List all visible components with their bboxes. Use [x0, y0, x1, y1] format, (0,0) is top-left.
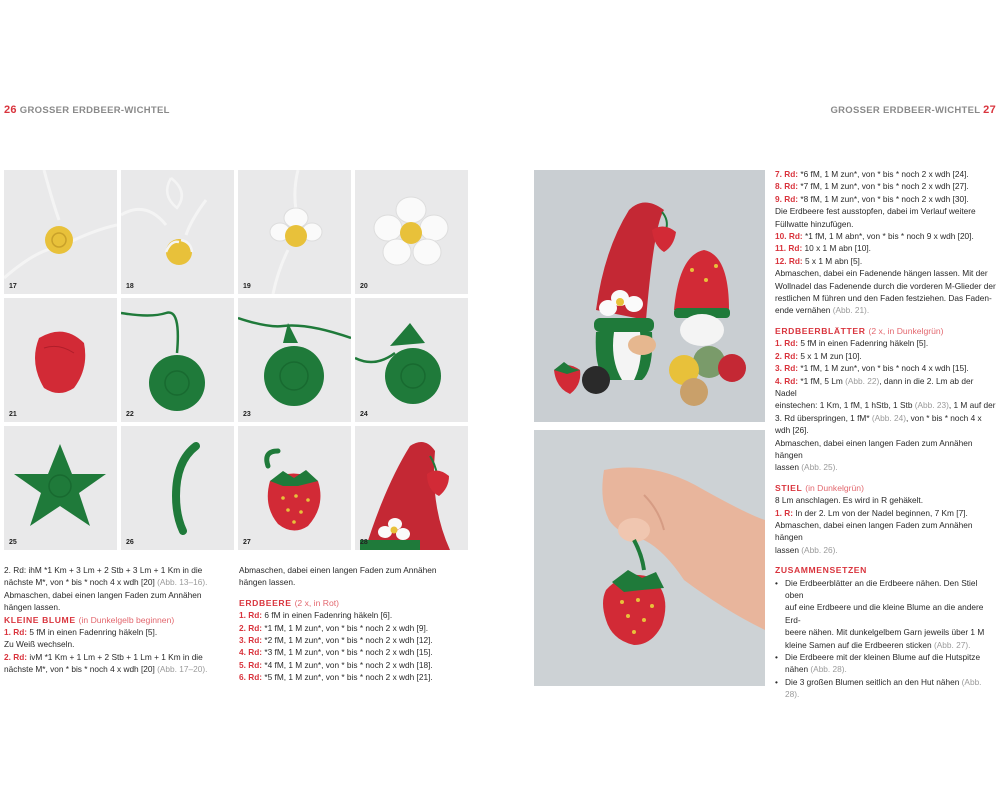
instruction-line: hängen lassen.	[4, 602, 61, 613]
text-column-2	[239, 564, 469, 684]
instruction-line: hängen lassen.	[239, 577, 296, 588]
green-stem-icon	[121, 426, 234, 550]
step-label: 18	[126, 283, 134, 290]
finished-strawberry-icon	[238, 426, 351, 550]
step-photo-24	[355, 298, 468, 422]
hand-holding-strawberry-icon	[534, 430, 765, 686]
step-label: 27	[243, 539, 251, 546]
round-row: 11. Rd: 10 x 1 M abn [10].	[775, 243, 871, 254]
instruction-line: Wollnadel das Fadenende durch die vorderen M-Glieder der	[775, 280, 996, 291]
green-leaf-icon	[355, 298, 468, 422]
round-row: 4. Rd: *3 fM, 1 M zun*, von * bis * noch 2 x wdh [15].	[239, 647, 433, 658]
green-circle-icon	[121, 298, 234, 422]
green-star-icon	[4, 426, 117, 550]
instruction-line: 2. Rd: ihM *1 Km + 3 Lm + 2 Stb + 3 Lm + 1 Km in die	[4, 565, 203, 575]
round-row: 3. Rd: *2 fM, 1 M zun*, von * bis * noch 2 x wdh [12].	[239, 635, 433, 646]
step-label: 24	[360, 411, 368, 418]
hand-strawberry-photo	[534, 430, 765, 686]
page-header-right	[830, 104, 996, 116]
round-row: 3. Rd: *1 fM, 1 M zun*, von * bis * noch 4 x wdh [15].	[775, 363, 969, 374]
instruction-line: Abmaschen, dabei ein Fadenende hängen lassen. Mit der	[775, 268, 988, 279]
step-photo-23	[238, 298, 351, 422]
round-row: 1. Rd: 6 fM in einen Fadenring häkeln [6].	[239, 610, 393, 621]
round-row: 2. Rd: 5 x 1 M zun [10].	[775, 350, 862, 361]
assembly-steps-list	[775, 577, 997, 701]
step-photo-26	[121, 426, 234, 550]
step-label: 22	[126, 411, 134, 418]
page-number-right: 27	[983, 104, 996, 116]
page-header-left	[4, 104, 170, 116]
list-item: • Die Erdbeerblätter an die Erdbeere nähen. Den Stiel oben auf eine Erdbeere und die kleine Blume an die andere Erd- beere nähen. Mit dunkelgelbem Garn jeweils über 1 M kleine Samen auf die Erdbeeren sticken (Abb. 27).	[783, 577, 997, 651]
section-title-erdbeerblaetter: ERDBEERBLÄTTER (2 x, in Dunkelgrün)	[775, 325, 944, 336]
round-row: 8. Rd: *7 fM, 1 M zun*, von * bis * noch 2 x wdh [27].	[775, 181, 969, 192]
round-row: 12. Rd: 5 x 1 M abn [5].	[775, 255, 863, 266]
instruction-line: Abmaschen, dabei einen langen Faden zum Annähen	[4, 589, 202, 600]
section-title-stiel: STIEL (in Dunkelgrün)	[775, 482, 864, 493]
section-title-erdbeere: ERDBEERE (2 x, in Rot)	[239, 597, 339, 608]
instruction-line: lassen (Abb. 26).	[775, 544, 838, 555]
instruction-line: nächste M*, von * bis * noch 4 x wdh [20] (Abb. 17–20).	[4, 664, 208, 675]
round-row: 2. Rd: ivM *1 Km + 1 Lm + 2 Stb + 1 Lm + 1 Km in die	[4, 651, 203, 662]
instruction-line: Füllwatte hinzufügen.	[775, 218, 854, 229]
step-label: 21	[9, 411, 17, 418]
text-column-1	[4, 564, 229, 676]
step-photo-19	[238, 170, 351, 294]
page-title-left: GROSSER ERDBEER-WICHTEL	[19, 105, 170, 116]
step-label: 25	[9, 539, 17, 546]
step-photo-20	[355, 170, 468, 294]
round-row: 1. Rd: 5 fM in einen Fadenring häkeln [5].	[775, 338, 929, 349]
step-photo-18	[121, 170, 234, 294]
instruction-line: Zu Weiß wechseln.	[4, 639, 75, 650]
list-item: • Die 3 großen Blumen seitlich an den Hut nähen (Abb. 28).	[783, 676, 997, 701]
instruction-line: Abmaschen, dabei einen langen Faden zum Annähen	[239, 565, 437, 575]
instruction-line: ende vernähen (Abb. 21).	[775, 305, 870, 316]
step-photo-25	[4, 426, 117, 550]
yarn-flower-center-icon	[121, 170, 234, 294]
instruction-line: Abmaschen, dabei einen langen Faden zum Annähen hängen	[775, 519, 973, 543]
round-row: 5. Rd: *4 fM, 1 M zun*, von * bis * noch 2 x wdh [18].	[239, 659, 433, 670]
section-title-kleine-blume: KLEINE BLUME (in Dunkelgelb beginnen)	[4, 614, 175, 625]
round-row: 10. Rd: *1 fM, 1 M abn*, von * bis * noch 9 x wdh [20].	[775, 231, 974, 242]
instruction-line: Abmaschen, dabei einen langen Faden zum Annähen hängen	[775, 437, 973, 460]
step-photo-28	[355, 426, 468, 550]
round-row: 9. Rd: *8 fM, 1 M zun*, von * bis * noch 2 x wdh [30].	[775, 193, 969, 204]
instruction-line: nächste M*, von * bis * noch 4 x wdh [20] (Abb. 13–16).	[4, 577, 208, 588]
instruction-line: einstechen: 1 Km, 1 fM, 1 hStb, 1 Stb (Abb. 23), 1 M auf der	[775, 400, 996, 411]
instruction-line: 3. Rd überspringen, 1 fM* (Abb. 24), von * bis * noch 4 x	[775, 412, 982, 423]
instruction-line: 8 Lm anschlagen. Es wird in R gehäkelt.	[775, 495, 924, 506]
green-circle-tip-icon	[238, 298, 351, 422]
page-number-left: 26	[4, 104, 17, 116]
gnome-photo	[534, 170, 765, 422]
section-title-zusammensetzen: ZUSAMMENSETZEN	[775, 565, 867, 576]
step-label: 28	[360, 539, 368, 546]
step-photo-22	[121, 298, 234, 422]
instruction-line: restlichen M führen und den Faden festziehen. Das Faden-	[775, 293, 992, 304]
step-photo-27	[238, 426, 351, 550]
step-label: 26	[126, 539, 134, 546]
round-row: 4. Rd: *1 fM, 5 Lm (Abb. 22), dann in die 2. Lm ab der Nadel	[775, 375, 974, 398]
round-row: 1. R: In der 2. Lm von der Nadel beginnen, 7 Km [7].	[775, 507, 968, 518]
round-row: 7. Rd: *6 fM, 1 M zun*, von * bis * noch 2 x wdh [24].	[775, 169, 969, 179]
step-label: 23	[243, 411, 251, 418]
list-item: • Die Erdbeere mit der kleinen Blume auf die Hutspitze nähen (Abb. 28).	[783, 651, 997, 676]
round-row: 2. Rd: *1 fM, 1 M zun*, von * bis * noch 2 x wdh [9].	[239, 622, 429, 633]
strawberry-gnome-icon	[534, 170, 765, 422]
instruction-line: Die Erdbeere fest ausstopfen, dabei im Verlauf weitere	[775, 206, 976, 217]
instruction-line: wdh [26].	[775, 425, 809, 436]
step-label: 17	[9, 283, 17, 290]
flower-partial-icon	[238, 170, 351, 294]
flower-complete-icon	[355, 170, 468, 294]
instruction-line: lassen (Abb. 25).	[775, 462, 838, 473]
step-photo-21	[4, 298, 117, 422]
gnome-hat-icon	[355, 426, 468, 550]
step-photo-17	[4, 170, 117, 294]
yarn-flower-center-icon	[4, 170, 117, 294]
round-row: 1. Rd: 5 fM in einen Fadenring häkeln [5].	[4, 627, 158, 638]
page-title-right: GROSSER ERDBEER-WICHTEL	[830, 105, 981, 116]
step-label: 20	[360, 283, 368, 290]
step-label: 19	[243, 283, 251, 290]
text-column-3	[775, 168, 997, 701]
red-strawberry-icon	[4, 298, 117, 422]
round-row: 6. Rd: *5 fM, 1 M zun*, von * bis * noch 2 x wdh [21].	[239, 672, 433, 683]
